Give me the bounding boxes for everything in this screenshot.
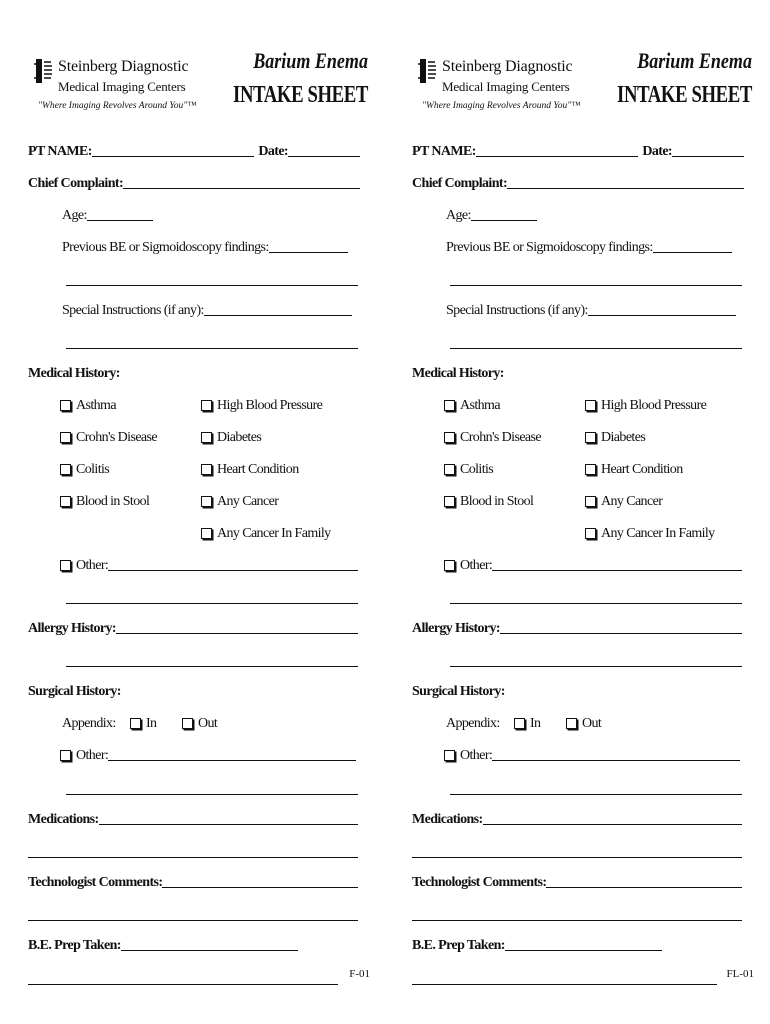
age-field[interactable] [471,220,537,221]
surgical-other-row [60,746,356,764]
pt-name-label: PT NAME: [412,144,476,159]
checkbox-icon[interactable] [444,464,455,475]
allergy-history-row [28,619,358,637]
appendix-label: Appendix: [62,716,116,731]
checkbox-icon[interactable] [585,400,596,411]
chief-complaint-row [28,174,360,192]
surgical-history-heading-row [412,682,505,700]
special-instructions-line-2[interactable] [66,348,358,349]
medications-field[interactable] [99,824,358,825]
checkbox-icon[interactable] [444,496,455,507]
checkbox-icon[interactable] [60,560,71,571]
checkbox-icon[interactable] [444,432,455,443]
previous-findings-row [62,238,348,256]
checkbox-any-cancer[interactable]: Any Cancer [585,492,662,510]
checkbox-high-blood-pressure[interactable]: High Blood Pressure [201,396,322,414]
be-prep-taken-label: B.E. Prep Taken: [412,938,505,953]
checkbox-colitis[interactable]: Colitis [60,460,109,478]
signature-line[interactable] [28,984,338,985]
checkbox-icon[interactable] [201,432,212,443]
medical-other-label: Other: [460,558,493,573]
signature-line[interactable] [412,984,717,985]
checkbox-blood-in-stool[interactable]: Blood in Stool [60,492,149,510]
be-prep-taken-row [412,936,662,954]
medications-row [28,810,358,828]
pt-name-field[interactable] [476,156,639,157]
special-instructions-row [62,301,352,319]
form-code: F-01 [349,968,370,980]
special-instructions-field[interactable] [588,315,736,316]
age-label: Age: [62,208,87,223]
special-instructions-row [446,301,736,319]
date-label: Date: [258,144,288,159]
previous-findings-field[interactable] [653,252,732,253]
be-prep-taken-label: B.E. Prep Taken: [28,938,121,953]
intake-sheet-left [20,0,370,1024]
checkbox-icon[interactable] [444,560,455,571]
checkbox-icon[interactable] [566,718,577,729]
logo-subtitle: Medical Imaging Centers [58,79,186,94]
checkbox-appendix-out[interactable]: Out [182,714,217,732]
checkbox-icon[interactable] [60,400,71,411]
medications-label: Medications: [412,812,483,827]
chief-complaint-field[interactable] [507,188,744,189]
technologist-comments-label: Technologist Comments: [28,875,163,890]
form-title: INTAKE SHEET [233,82,368,108]
checkbox-icon[interactable] [201,528,212,539]
medications-label: Medications: [28,812,99,827]
appendix-row [446,714,601,732]
chief-complaint-label: Chief Complaint: [28,176,124,191]
checkbox-crohns-disease[interactable]: Crohn's Disease [60,428,157,446]
special-instructions-label: Special Instructions (if any): [446,303,588,318]
surgical-other-field[interactable] [108,760,356,761]
chief-complaint-row [412,174,744,192]
medical-other-field[interactable] [492,570,742,571]
checkbox-heart-condition[interactable]: Heart Condition [201,460,299,478]
form-title: INTAKE SHEET [617,82,752,108]
pt-name-row [28,142,360,160]
checkbox-crohns-disease[interactable]: Crohn's Disease [444,428,541,446]
special-instructions-field[interactable] [204,315,352,316]
allergy-history-label: Allergy History: [28,621,116,636]
checkbox-icon[interactable] [201,400,212,411]
checkbox-diabetes[interactable]: Diabetes [201,428,261,446]
technologist-comments-row [28,873,358,891]
form-title-procedure: Barium Enema [637,48,752,73]
medical-other-row [60,556,358,574]
form-code: FL-01 [726,968,754,980]
special-instructions-label: Special Instructions (if any): [62,303,204,318]
be-prep-taken-row [28,936,298,954]
surgical-other-label: Other: [460,748,493,763]
checkbox-appendix-out[interactable]: Out [566,714,601,732]
be-prep-taken-field[interactable] [121,950,298,951]
checkbox-asthma[interactable]: Asthma [60,396,116,414]
allergy-history-line-2[interactable] [66,666,358,667]
checkbox-icon[interactable] [60,464,71,475]
age-field[interactable] [87,220,153,221]
chief-complaint-field[interactable] [123,188,360,189]
allergy-history-row [412,619,742,637]
appendix-label: Appendix: [446,716,500,731]
allergy-history-field[interactable] [116,633,358,634]
checkbox-asthma[interactable]: Asthma [444,396,500,414]
checkbox-diabetes[interactable]: Diabetes [585,428,645,446]
technologist-comments-row [412,873,742,891]
date-label: Date: [642,144,672,159]
logo-tagline: "Where Imaging Revolves Around You"™ [38,101,197,111]
surgical-other-label: Other: [76,748,109,763]
checkbox-icon[interactable] [514,718,525,729]
checkbox-heart-condition[interactable]: Heart Condition [585,460,683,478]
pt-name-label: PT NAME: [28,144,92,159]
medications-line-2[interactable] [412,857,742,858]
be-prep-taken-field[interactable] [505,950,662,951]
medical-other-line-2[interactable] [450,603,742,604]
logo-name: Steinberg Diagnostic [58,58,189,75]
appendix-row [62,714,217,732]
checkbox-icon[interactable] [444,750,455,761]
logo-subtitle: Medical Imaging Centers [442,79,570,94]
logo-globe-icon [416,56,438,86]
medications-row [412,810,742,828]
checkbox-icon[interactable] [182,718,193,729]
medical-other-row [444,556,742,574]
checkbox-icon[interactable] [130,718,141,729]
checkbox-any-cancer-in-family[interactable]: Any Cancer In Family [201,524,331,542]
previous-findings-label: Previous BE or Sigmoidoscopy findings: [62,240,269,255]
age-label: Age: [446,208,471,223]
date-field[interactable] [672,156,744,157]
checkbox-icon[interactable] [60,496,71,507]
medications-field[interactable] [483,824,742,825]
checkbox-icon[interactable] [444,400,455,411]
checkbox-icon[interactable] [585,432,596,443]
checkbox-any-cancer-in-family[interactable]: Any Cancer In Family [585,524,715,542]
checkbox-icon[interactable] [201,464,212,475]
logo-globe-icon [32,56,54,86]
intake-sheet-right [404,0,754,1024]
checkbox-appendix-in[interactable]: In [514,714,566,732]
previous-findings-label: Previous BE or Sigmoidoscopy findings: [446,240,653,255]
medical-history-label: Medical History: [28,366,120,381]
surgical-other-line-2[interactable] [450,794,742,795]
technologist-comments-line-2[interactable] [28,920,358,921]
checkbox-appendix-in[interactable]: In [130,714,182,732]
logo [416,48,586,122]
age-row [446,206,537,224]
checkbox-icon[interactable] [585,464,596,475]
date-field[interactable] [288,156,360,157]
checkbox-any-cancer[interactable]: Any Cancer [201,492,278,510]
form-title-procedure: Barium Enema [253,48,368,73]
checkbox-blood-in-stool[interactable]: Blood in Stool [444,492,533,510]
surgical-history-label: Surgical History: [412,684,505,699]
medical-other-field[interactable] [108,570,358,571]
checkbox-icon[interactable] [60,432,71,443]
surgical-other-field[interactable] [492,760,740,761]
logo-tagline: "Where Imaging Revolves Around You"™ [422,101,581,111]
allergy-history-line-2[interactable] [450,666,742,667]
logo-name: Steinberg Diagnostic [442,58,573,75]
previous-findings-line-2[interactable] [66,285,358,286]
previous-findings-row [446,238,732,256]
medical-other-line-2[interactable] [66,603,358,604]
checkbox-icon[interactable] [585,496,596,507]
surgical-history-heading-row [28,682,121,700]
surgical-other-line-2[interactable] [66,794,358,795]
allergy-history-label: Allergy History: [412,621,500,636]
age-row [62,206,153,224]
medical-history-heading-row [412,364,504,382]
checkbox-colitis[interactable]: Colitis [444,460,493,478]
technologist-comments-field[interactable] [162,887,358,888]
logo [32,48,202,122]
surgical-other-row [444,746,740,764]
checkbox-icon[interactable] [585,528,596,539]
medical-history-heading-row [28,364,120,382]
surgical-history-label: Surgical History: [28,684,121,699]
allergy-history-field[interactable] [500,633,742,634]
checkbox-icon[interactable] [201,496,212,507]
pt-name-field[interactable] [92,156,255,157]
checkbox-high-blood-pressure[interactable]: High Blood Pressure [585,396,706,414]
medical-other-label: Other: [76,558,109,573]
pt-name-row [412,142,744,160]
medications-line-2[interactable] [28,857,358,858]
technologist-comments-label: Technologist Comments: [412,875,547,890]
checkbox-icon[interactable] [60,750,71,761]
medical-history-label: Medical History: [412,366,504,381]
special-instructions-line-2[interactable] [450,348,742,349]
technologist-comments-line-2[interactable] [412,920,742,921]
previous-findings-field[interactable] [269,252,348,253]
previous-findings-line-2[interactable] [450,285,742,286]
chief-complaint-label: Chief Complaint: [412,176,508,191]
technologist-comments-field[interactable] [546,887,742,888]
